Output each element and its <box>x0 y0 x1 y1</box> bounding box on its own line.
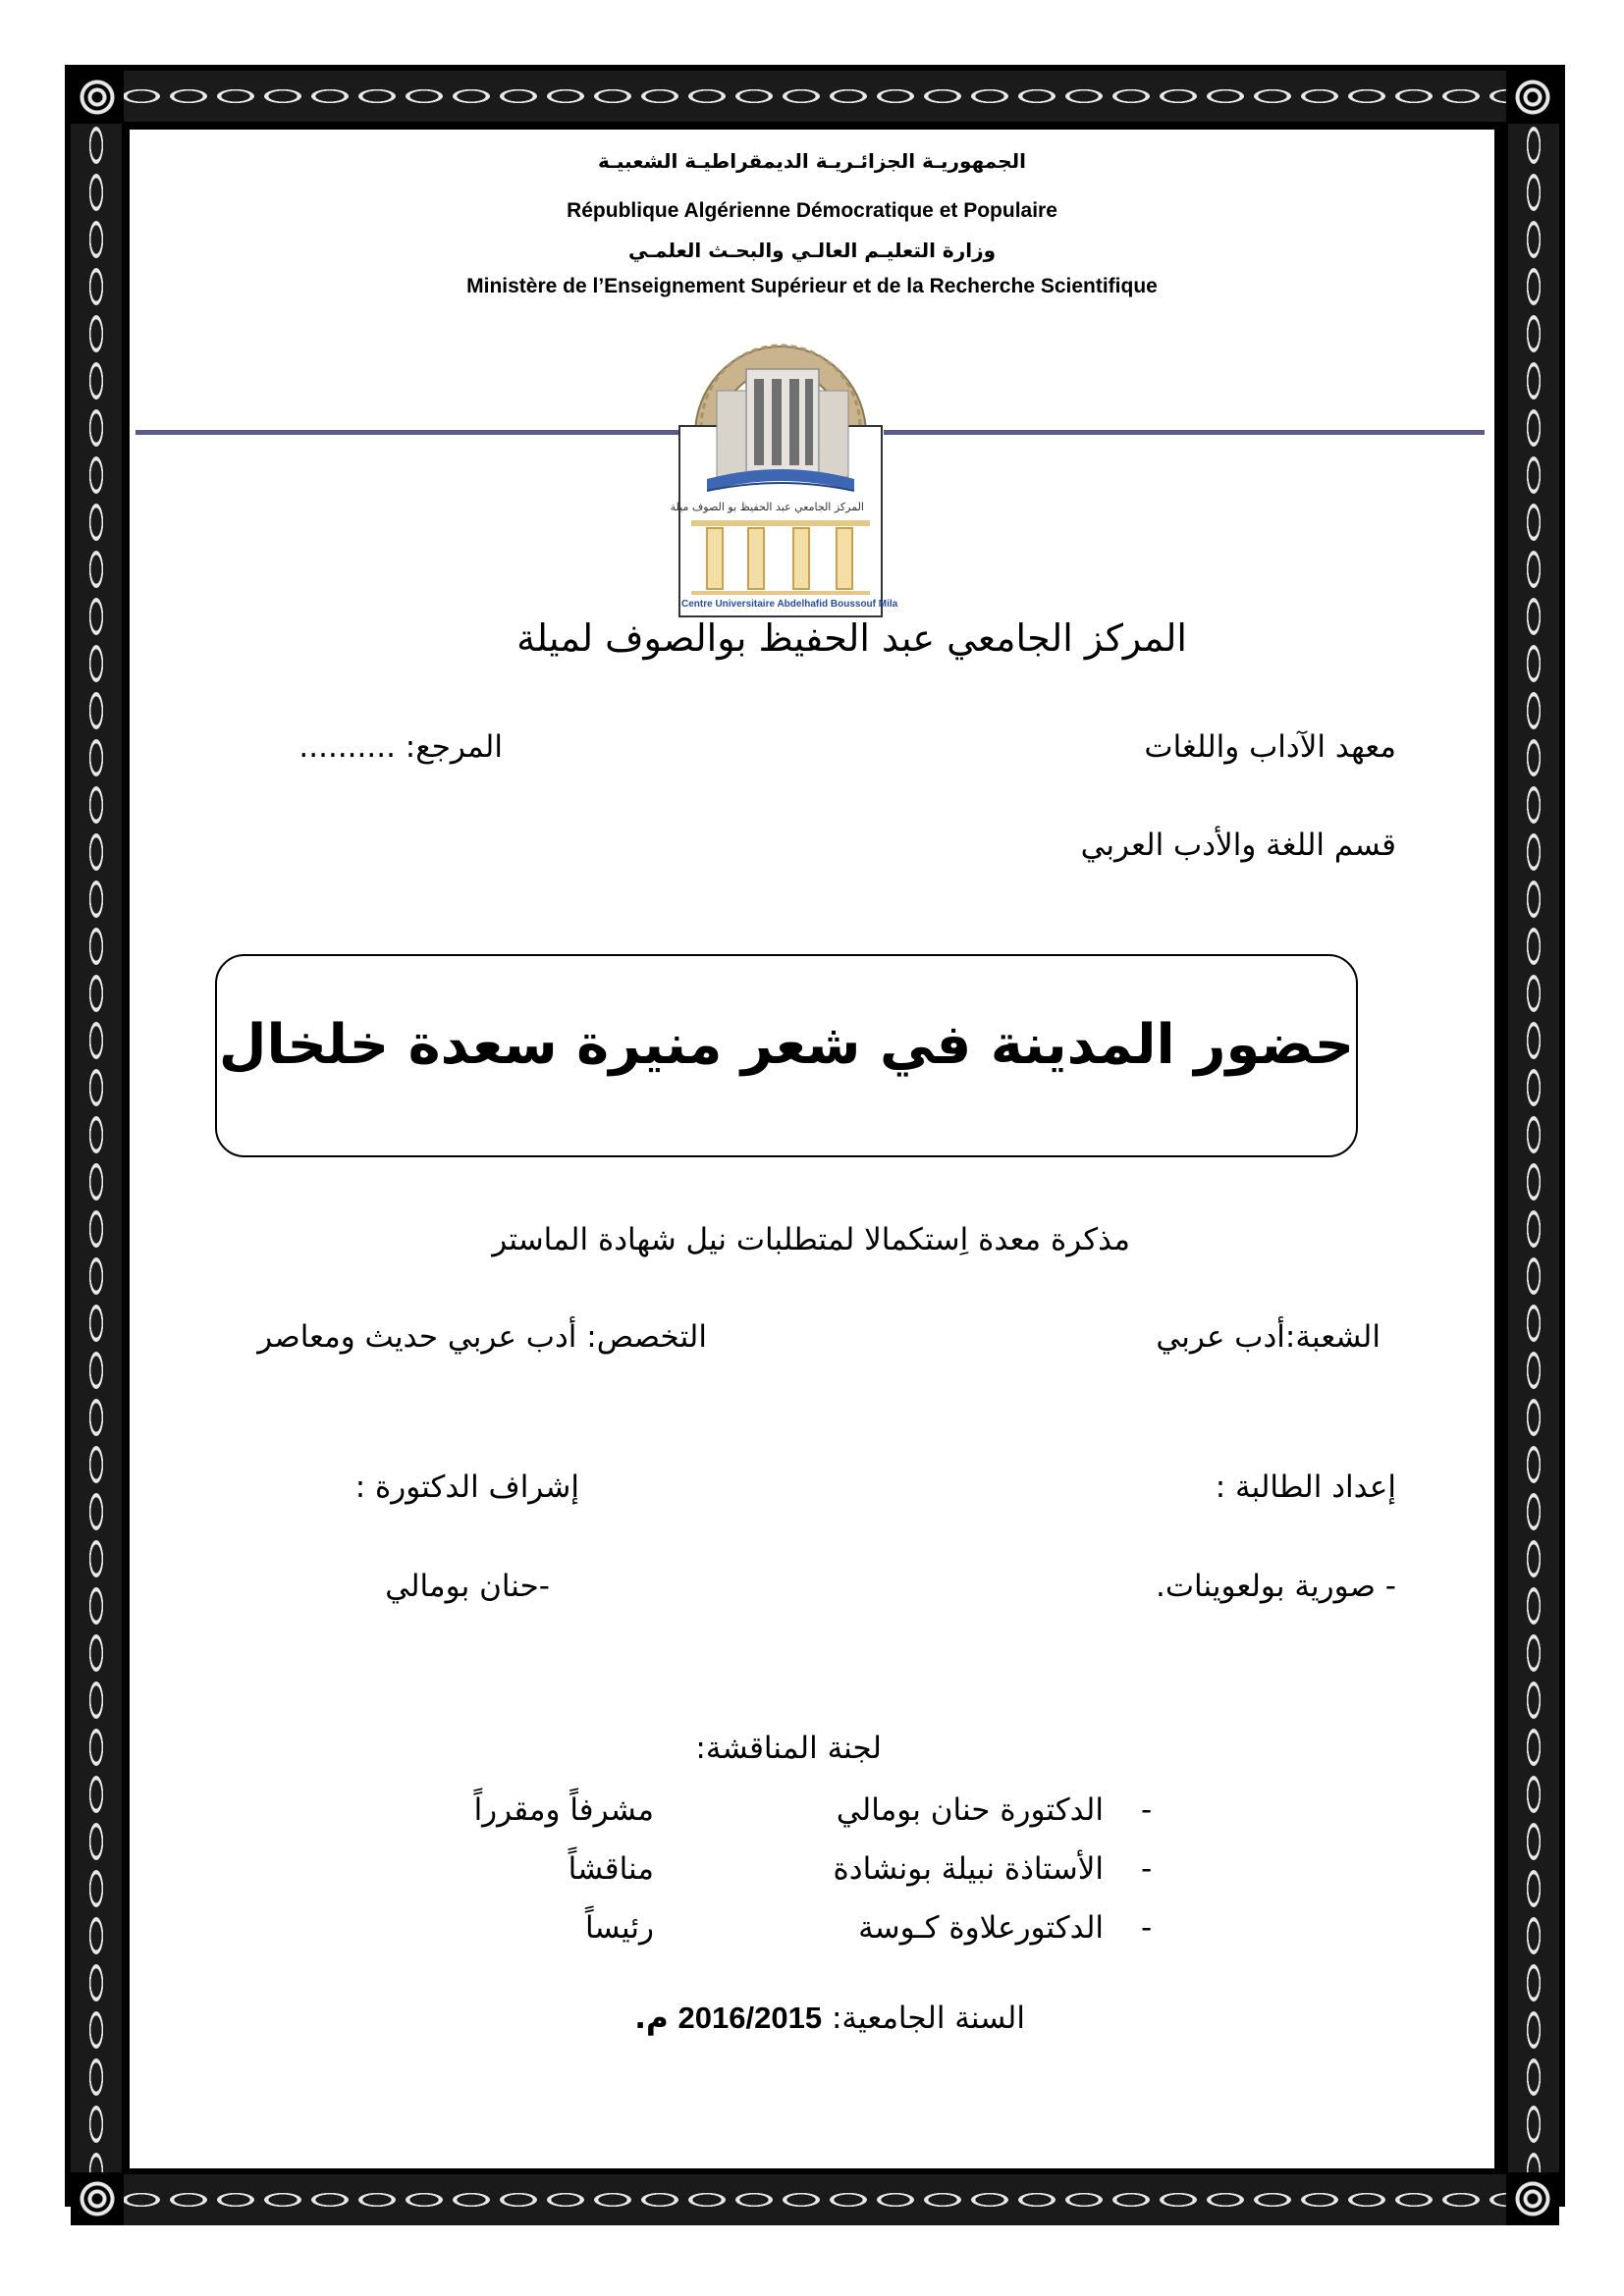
university-logo-graphic <box>670 332 898 618</box>
header-divider-right <box>884 430 1485 435</box>
supervisor-name: -حنان بومالي <box>385 1569 550 1604</box>
student-name: - صورية بولعوينات. <box>1156 1569 1396 1604</box>
prepared-by-label: إعداد الطالبة : <box>1215 1469 1396 1505</box>
supervisor-label: إشراف الدكتورة : <box>354 1469 579 1505</box>
department-name: قسم اللغة والأدب العربي <box>1080 828 1396 863</box>
committee-member-role: مشرفاً ومقرراً <box>473 1792 654 1828</box>
memo-subtitle: مذكرة معدة اِستكمالا لمتطلبات نيل شهادة الماستر <box>492 1222 1130 1257</box>
reference-field: المرجع: .......... <box>298 729 503 765</box>
specialty-field: التخصص: أدب عربي حديث ومعاصر <box>257 1319 707 1355</box>
ministry-name-arabic: وزارة التعليـم العالـي والبحـث العلمـي <box>627 239 997 262</box>
border-rope-bottom <box>118 2174 1512 2225</box>
border-rope-right <box>1508 122 1559 2174</box>
republic-name-arabic: الجمهوريـة الجزائـريـة الديمقراطيـة الشعبيـة <box>598 149 1026 173</box>
border-rope-left <box>71 122 122 2174</box>
committee-member-dash: - <box>1141 1910 1153 1946</box>
academic-year-value: 2016/2015 <box>677 2001 823 2035</box>
committee-member-dash: - <box>1141 1851 1153 1887</box>
border-rope-top <box>118 71 1512 122</box>
committee-member-role: رئيساً <box>584 1910 654 1946</box>
university-name: المركز الجامعي عبد الحفيظ بوالصوف لميلة <box>516 616 1187 660</box>
thesis-title: حضور المدينة في شعر منيرة سعدة خلخال <box>218 1013 1355 1077</box>
committee-member-name: الدكتورة حنان بومالي <box>836 1792 1104 1828</box>
university-logo <box>670 332 898 618</box>
corner-ornament-bottom-right <box>1506 2172 1559 2225</box>
corner-ornament-bottom-left <box>71 2172 124 2225</box>
branch-field: الشعبة:أدب عربي <box>1156 1319 1380 1355</box>
academic-year <box>634 2001 1025 2036</box>
ministry-name-french: Ministère de l’Enseignement Supérieur et de la Recherche Scientifique <box>466 275 1158 297</box>
logo-caption-arabic: المركز الجامعي عبد الحفيظ بو الصوف ميلة <box>670 501 864 513</box>
thesis-title-box <box>215 954 1358 1157</box>
committee-member-dash: - <box>1141 1792 1153 1828</box>
committee-member-name: الأستاذة نبيلة بونشادة <box>833 1851 1104 1887</box>
header-divider-left <box>135 430 679 435</box>
academic-year-label: السنة الجامعية: <box>831 2001 1025 2036</box>
academic-year-suffix: م. <box>634 2001 669 2036</box>
corner-ornament-top-right <box>1506 71 1559 124</box>
institute-name: معهد الآداب واللغات <box>1144 729 1396 765</box>
logo-caption-french: Centre Universitaire Abdelhafid Boussouf Mila <box>681 599 898 610</box>
committee-member-name: الدكتورعلاوة كـوسة <box>858 1910 1104 1946</box>
republic-name-french: République Algérienne Démocratique et Populaire <box>567 199 1057 222</box>
corner-ornament-top-left <box>71 71 124 124</box>
committee-member-role: مناقشاً <box>568 1851 654 1887</box>
committee-label: لجنة المناقشة: <box>695 1731 882 1766</box>
